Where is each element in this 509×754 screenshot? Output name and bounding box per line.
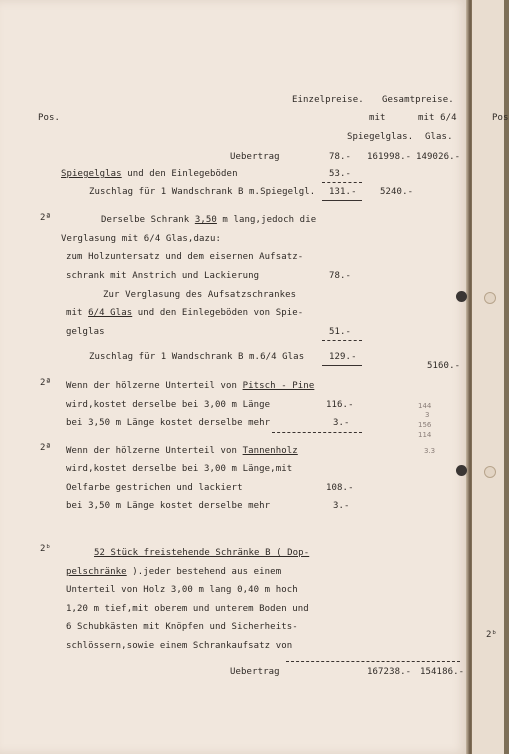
- item-line: wird,kostet derselbe bei 3,00 m Länge,mit: [66, 464, 293, 474]
- uebertrag-spiegelglas: 161998.-: [367, 152, 412, 162]
- zuschlag-einzel: 131.-: [329, 187, 357, 197]
- uebertrag-glas: 154186.-: [420, 667, 465, 677]
- next-page-pos: Pos: [492, 113, 509, 123]
- sum-line: [322, 365, 362, 366]
- item-price: 108.-: [326, 483, 354, 493]
- header-glas: Glas.: [425, 132, 453, 142]
- zuschlag-glas: 5160.-: [427, 361, 461, 371]
- item-price: 51.-: [329, 327, 352, 337]
- punch-hole: [484, 292, 496, 304]
- pencil-note: 144: [418, 402, 432, 410]
- pos-number: 2ª: [40, 443, 52, 453]
- pencil-note: 3: [425, 411, 430, 419]
- uebertrag-einzel: 78.-: [329, 152, 352, 162]
- sum-line: [322, 340, 362, 341]
- sum-line: [272, 432, 362, 433]
- item-line: Unterteil von Holz 3,00 m lang 0,40 m hoch: [66, 585, 298, 595]
- uebertrag-label: Uebertrag: [230, 667, 280, 677]
- pos-number: 2ª: [40, 378, 52, 388]
- item-line: Zur Verglasung des Aufsatzschrankes: [103, 290, 297, 300]
- next-page-pos-number: 2ᵇ: [486, 630, 498, 640]
- punch-hole: [456, 465, 467, 476]
- item-line: 6 Schubkästen mit Knöpfen und Sicherheits-: [66, 622, 298, 632]
- header-gesamtpreise: Gesamtpreise.: [382, 95, 454, 105]
- header-einzelpreise: Einzelpreise.: [292, 95, 364, 105]
- item-line: Spiegelglas und den Einlegeböden: [61, 169, 238, 179]
- item-line: Derselbe Schrank 3,50 m lang,jedoch die: [101, 215, 317, 225]
- item-price: 3.-: [333, 501, 350, 511]
- item-price: 78.-: [329, 271, 352, 281]
- zuschlag-einzel: 129.-: [329, 352, 357, 362]
- item-line: Oelfarbe gestrichen und lackiert: [66, 483, 243, 493]
- item-price: 116.-: [326, 400, 354, 410]
- pencil-note: 114: [418, 431, 432, 439]
- header-pos: Pos.: [38, 113, 61, 123]
- item-line: bei 3,50 m Länge kostet derselbe mehr: [66, 501, 271, 511]
- header-mit-64: mit 6/4: [418, 113, 457, 123]
- zuschlag-line: Zuschlag für 1 Wandschrank B m.Spiegelgl.: [89, 187, 316, 197]
- item-line: schrank mit Anstrich und Lackierung: [66, 271, 260, 281]
- item-line: Wenn der hölzerne Unterteil von Tannenholz: [66, 446, 298, 456]
- header-mit: mit: [369, 113, 386, 123]
- pos-number: 2ᵇ: [40, 544, 52, 554]
- pos-number: 2ª: [40, 213, 52, 223]
- item-line: Verglasung mit 6/4 Glas,dazu:: [61, 234, 222, 244]
- pencil-note: 3.3: [424, 447, 436, 455]
- item-price: 53.-: [329, 169, 352, 179]
- sum-line: [322, 200, 362, 201]
- item-price: 3.-: [333, 418, 350, 428]
- zuschlag-line: Zuschlag für 1 Wandschrank B m.6/4 Glas: [89, 352, 305, 362]
- zuschlag-spiegelglas: 5240.-: [380, 187, 414, 197]
- item-line: Wenn der hölzerne Unterteil von Pitsch - Pine: [66, 381, 315, 391]
- pencil-note: 156: [418, 421, 432, 429]
- item-line: gelglas: [66, 327, 105, 337]
- uebertrag-glas: 149026.-: [416, 152, 461, 162]
- item-line: zum Holzuntersatz und dem eisernen Aufsatz-: [66, 252, 304, 262]
- sum-line: [286, 661, 460, 662]
- sum-line: [322, 182, 362, 183]
- item-line: 52 Stück freistehende Schränke B ( Dop-: [94, 548, 310, 558]
- item-line: 1,20 m tief,mit oberem und unterem Boden und: [66, 604, 309, 614]
- header-spiegelglas: Spiegelglas.: [347, 132, 414, 142]
- item-line: bei 3,50 m Länge kostet derselbe mehr: [66, 418, 271, 428]
- uebertrag-label: Uebertrag: [230, 152, 280, 162]
- uebertrag-spiegelglas: 167238.-: [367, 667, 412, 677]
- punch-hole: [484, 466, 496, 478]
- item-line: mit 6/4 Glas und den Einlegeböden von Spie-: [66, 308, 304, 318]
- punch-hole: [456, 291, 467, 302]
- item-line: schlössern,sowie einem Schrankaufsatz von: [66, 641, 293, 651]
- item-line: pelschränke ).jeder bestehend aus einem: [66, 567, 282, 577]
- item-line: wird,kostet derselbe bei 3,00 m Länge: [66, 400, 271, 410]
